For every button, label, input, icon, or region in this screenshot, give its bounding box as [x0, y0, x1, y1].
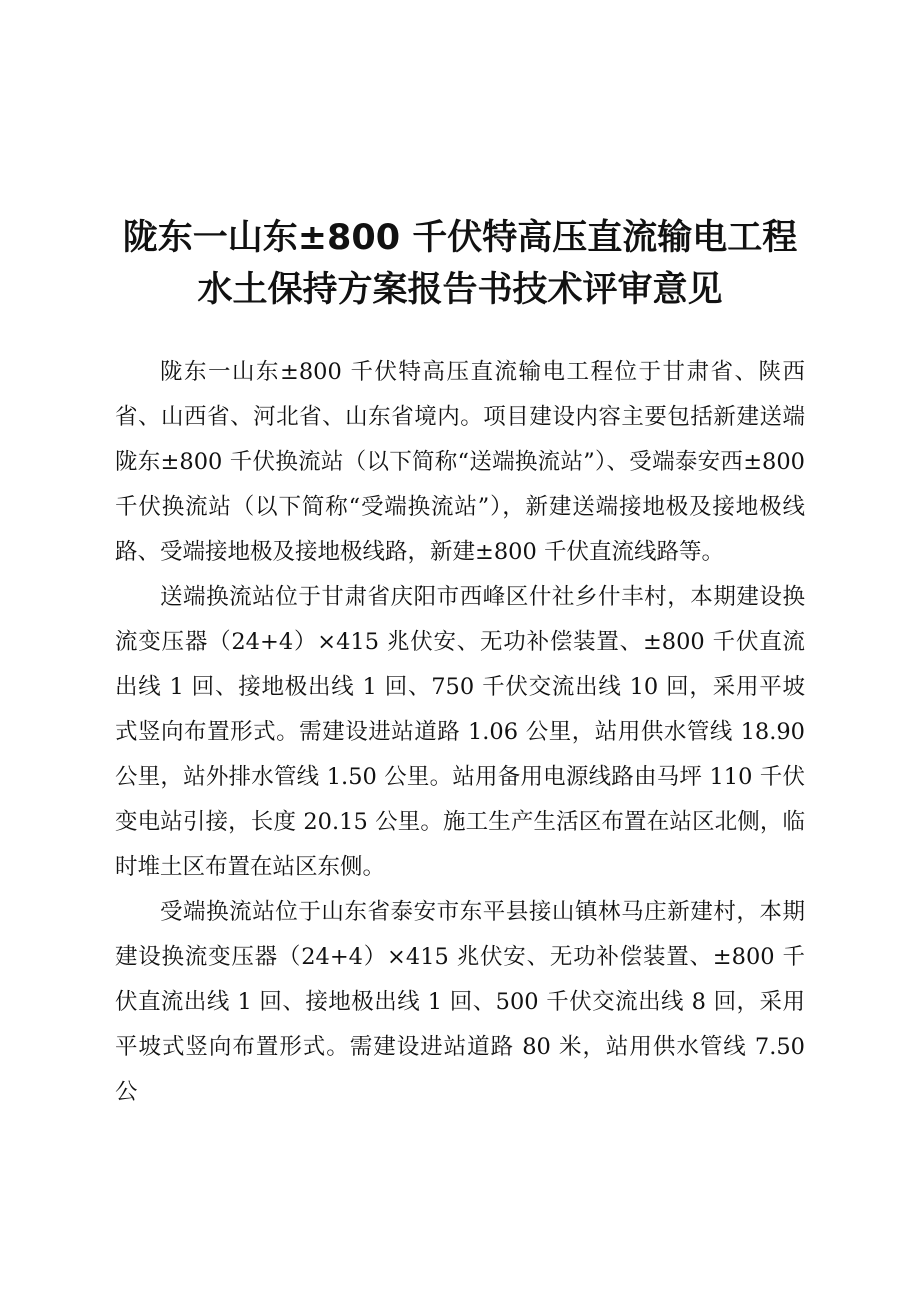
- title-line-1: 陇东一山东±800 千伏特高压直流输电工程: [122, 218, 798, 258]
- paragraph-project-overview: 陇东一山东±800 千伏特高压直流输电工程位于甘肃省、陕西省、山西省、河北省、山东省境内。项目建设内容主要包括新建送端陇东±800 千伏换流站（以下简称“送端换流站”）、受端泰安西±800 千伏换流站（以下简称“受端换流站”），新建送端接地极及接地极线路、受端接地极及接地极线路，新建±800 千伏直流线路等。: [115, 359, 805, 565]
- paragraph-sending-converter-station: 送端换流站位于甘肃省庆阳市西峰区什社乡什丰村，本期建设换流变压器（24+4）×415 兆伏安、无功补偿装置、±800 千伏直流出线 1 回、接地极出线 1 回、750 千伏交流出线 10 回，采用平坡式竖向布置形式。需建设进站道路 1.06 公里，站用供水管线 18.90 公里，站外排水管线 1.50 公里。站用备用电源线路由马坪 110 千伏变电站引接，长度 20.15 公里。施工生产生活区布置在站区北侧，临时堆土区布置在站区东侧。: [115, 584, 805, 880]
- title-line-2: 水土保持方案报告书技术评审意见: [197, 270, 723, 310]
- document-title: [0, 212, 920, 316]
- document-body: [115, 350, 805, 1115]
- paragraph-receiving-converter-station: 受端换流站位于山东省泰安市东平县接山镇林马庄新建村，本期建设换流变压器（24+4）×415 兆伏安、无功补偿装置、±800 千伏直流出线 1 回、接地极出线 1 回、500 千伏交流出线 8 回，采用平坡式竖向布置形式。需建设进站道路 80 米，站用供水管线 7.50 公: [115, 899, 805, 1105]
